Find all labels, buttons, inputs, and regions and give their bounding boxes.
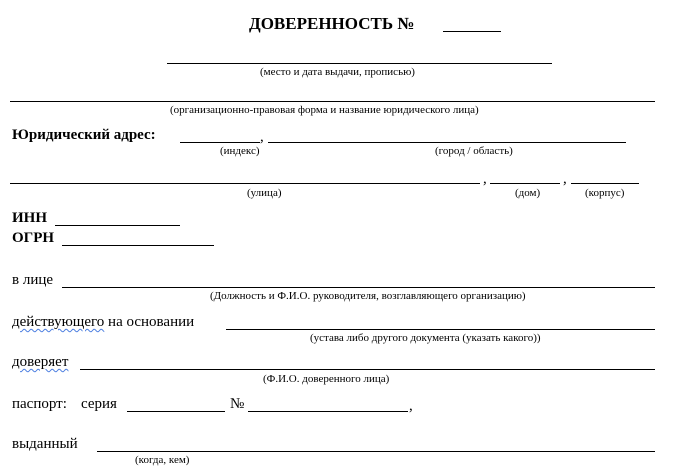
doc-number-field[interactable]	[443, 31, 501, 32]
series-label: серия	[81, 396, 117, 412]
city-region-field[interactable]	[268, 142, 626, 143]
issued-caption: (когда, кем)	[135, 454, 190, 466]
inn-field[interactable]	[55, 225, 180, 226]
number-label: №	[230, 396, 245, 412]
basis-word-acting: действующего	[12, 314, 105, 330]
comma-separator: ,	[563, 171, 567, 187]
issued-label: выданный	[12, 436, 78, 452]
building-caption: (корпус)	[585, 187, 625, 199]
passport-label: паспорт:	[12, 396, 67, 412]
street-caption: (улица)	[247, 187, 282, 199]
issue-place-date-field[interactable]	[167, 63, 552, 64]
basis-caption: (устава либо другого документа (указать какого))	[310, 332, 541, 344]
ogrn-label: ОГРН	[12, 230, 55, 246]
issue-caption: (место и дата выдачи, прописью)	[260, 66, 415, 78]
trustee-caption: (Ф.И.О. доверенного лица)	[263, 373, 390, 385]
person-caption: (Должность и Ф.И.О. руководителя, возглавляющего организацию)	[210, 290, 526, 302]
basis-label	[12, 315, 194, 330]
person-field[interactable]	[62, 287, 655, 288]
index-caption: (индекс)	[220, 145, 260, 157]
inn-label: ИНН	[12, 210, 48, 226]
comma-separator: ,	[260, 129, 264, 145]
legal-address-label: Юридический адрес:	[12, 127, 156, 143]
house-caption: (дом)	[515, 187, 541, 199]
document-title: ДОВЕРЕННОСТЬ №	[249, 14, 415, 33]
building-field[interactable]	[571, 183, 639, 184]
ogrn-field[interactable]	[62, 245, 214, 246]
postal-index-field[interactable]	[180, 142, 260, 143]
basis-word-grounds: на основании	[108, 314, 195, 330]
passport-series-field[interactable]	[127, 411, 225, 412]
organization-field[interactable]	[10, 101, 655, 102]
trusts-label	[12, 355, 68, 370]
trustee-field[interactable]	[80, 369, 655, 370]
comma-separator: ,	[483, 171, 487, 187]
basis-document-field[interactable]	[226, 329, 655, 330]
house-field[interactable]	[490, 183, 560, 184]
passport-number-field[interactable]	[248, 411, 408, 412]
city-caption: (город / область)	[435, 145, 513, 157]
person-label: в лице	[12, 272, 54, 288]
comma-separator: ,	[409, 398, 413, 414]
street-field[interactable]	[10, 183, 480, 184]
organization-caption: (организационно-правовая форма и название юридического лица)	[170, 104, 479, 116]
trusts-word: доверяет	[12, 354, 69, 370]
issued-field[interactable]	[97, 451, 655, 452]
